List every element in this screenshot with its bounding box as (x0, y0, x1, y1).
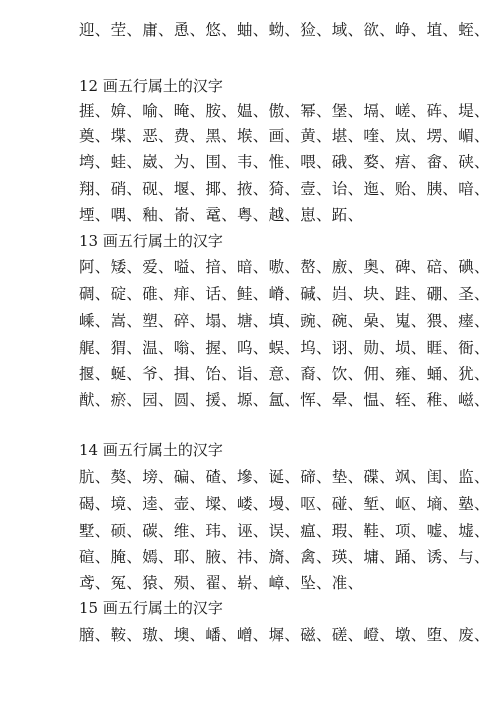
section-13-line: 揠、蜒、爷、揖、饴、诣、意、裔、饮、佣、雍、蛹、犹、 (79, 365, 490, 383)
section-12-line: 堙、喁、釉、嵛、鼋、粤、越、崽、跖、 (79, 206, 364, 224)
section-12-line: 翔、硝、砚、堰、揶、掖、猗、壹、诒、迤、贻、胰、喑、 (79, 180, 490, 198)
section-heading-14: 14 画五行属土的汉字 (79, 441, 223, 459)
section-14-line: 碹、腌、嫣、耶、腋、祎、旖、禽、瑛、墉、踊、诱、与、 (79, 548, 490, 566)
intro-line: 迎、茔、庸、恿、悠、蚰、蚴、猃、域、欲、峥、埴、蛭、 (79, 21, 490, 39)
section-13-line: 碉、碇、碓、痱、话、鲑、嵴、碱、岿、块、跬、硼、圣、 (79, 285, 490, 303)
section-14-line: 墅、硕、碳、维、玮、诬、误、瘟、瑕、鞋、项、嘘、墟、 (79, 522, 490, 540)
section-15-line: 膪、鞍、璈、墺、嶓、嶒、墀、磁、磋、嶝、墩、堕、废、 (79, 626, 490, 644)
section-13-line: 嵊、嵩、塑、碎、塌、塘、填、豌、碗、喿、嵬、猥、瘗、 (79, 312, 490, 330)
section-13-line: 阿、矮、爱、嗌、揞、暗、嗷、嶅、廒、奥、碑、碚、碘、 (79, 258, 490, 276)
section-heading-15: 15 画五行属土的汉字 (79, 599, 223, 617)
section-heading-12: 12 画五行属土的汉字 (79, 77, 223, 95)
section-14-line: 碣、境、逵、壶、墚、嵝、墁、呕、碰、堑、岖、墒、塾、 (79, 495, 490, 513)
section-14-line: 肮、獒、塝、碥、碴、墋、诞、碲、垫、碟、飒、闺、监、 (79, 468, 490, 486)
section-13-line: 艉、猬、温、嗡、握、呜、蜈、坞、诩、勋、埙、睚、衙、 (79, 339, 490, 357)
section-heading-13: 13 画五行属土的汉字 (79, 232, 223, 250)
section-12-line: 捱、媕、喻、晻、胺、媪、傲、幂、堡、塥、嵯、砗、堤、 (79, 102, 490, 120)
section-12-line: 奠、堞、恶、费、黑、堠、画、黄、堪、喹、岚、塄、嵋、 (79, 127, 490, 145)
section-14-line: 鸢、冤、猿、殒、翟、崭、嶂、坠、准、 (79, 574, 364, 592)
section-12-line: 塆、蛙、崴、为、围、韦、惟、喂、硪、婺、痦、畲、硖、 (79, 153, 490, 171)
section-13-line: 猷、瘀、园、圆、援、塬、氲、恽、晕、愠、轾、稚、嵫、 (79, 391, 490, 409)
